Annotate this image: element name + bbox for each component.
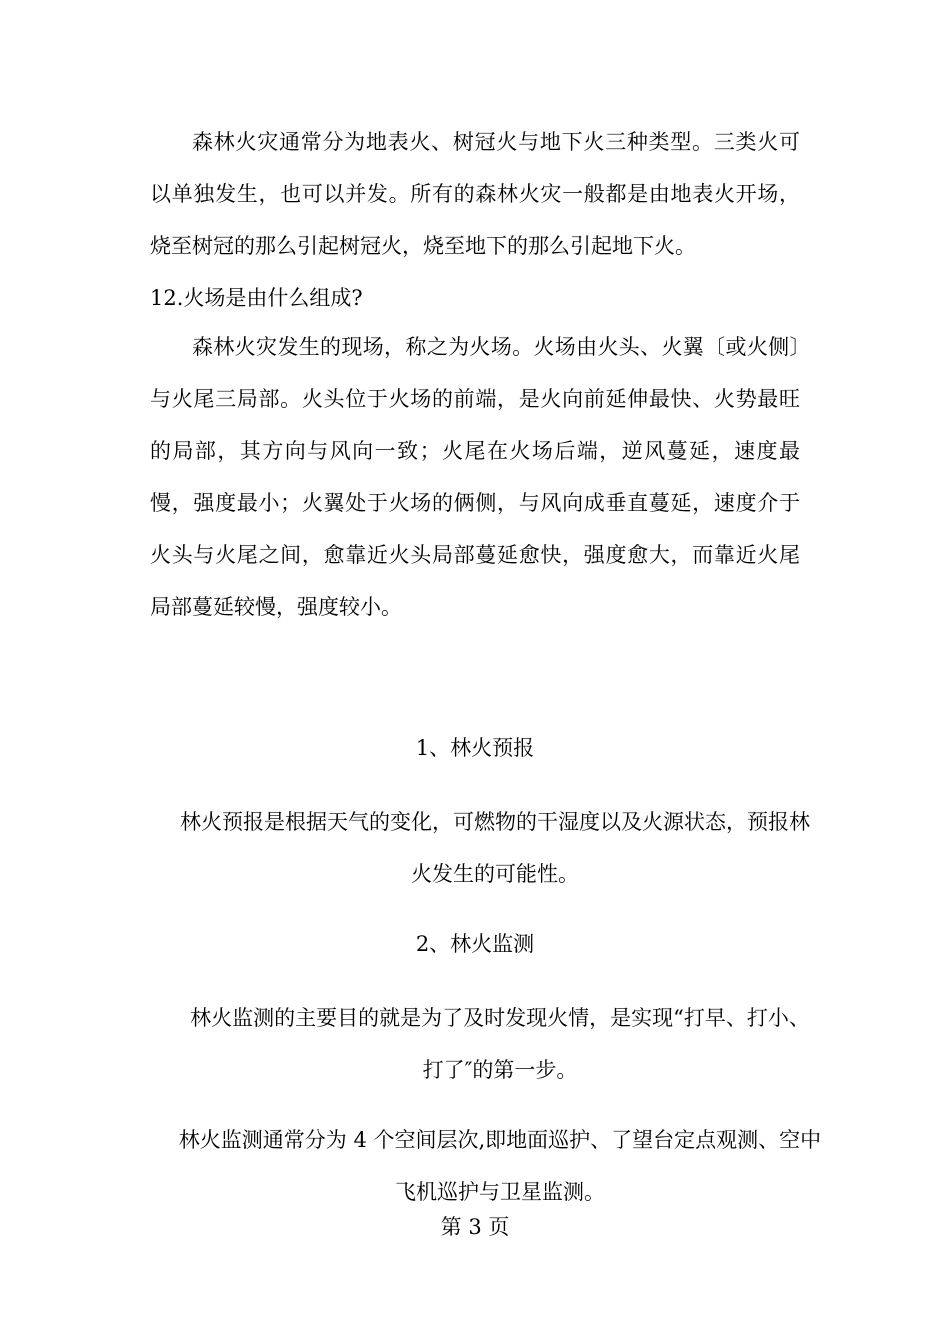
paragraph-fire-types: 森林火灾通常分为地表火、树冠火与地下火三种类型。三类火可以单独发生，也可以并发。所有的森林火灾一般都是由地表火开场，烧至树冠的那么引起树冠火，烧至地下的那么引起地下火。 xyxy=(150,130,800,258)
paragraph-monitoring-purpose: 林火监测的主要目的就是为了及时发现火情，是实现“打早、打小、打了″的第一步。 xyxy=(190,1006,810,1082)
paragraph-forecast: 林火预报是根据天气的变化，可燃物的干湿度以及火源状态，预报林火发生的可能性。 xyxy=(180,810,810,886)
section-title-monitoring: 2、林火监测 xyxy=(415,932,535,956)
paragraph-fire-site: 森林火灾发生的现场，称之为火场。火场由火头、火翼〔或火侧〕与火尾三局部。火头位于火场的前端，是火向前延伸最快、火势最旺的局部，其方向与风向一致；火尾在火场后端，逆风蔓延，速度最慢，强度最小；火翼处于火场的俩侧，与风向成垂直蔓延，速度介于火头与火尾之间，愈靠近火头局部蔓延愈快，强度愈大，而靠近火尾局部蔓延较慢，强度较小。 xyxy=(150,335,800,619)
page-number: 第 3 页 xyxy=(440,1215,510,1239)
paragraph-monitoring-levels: 林火监测通常分为 4 个空间层次,即地面巡护、了望台定点观测、空中飞机巡护与卫星监测。 xyxy=(178,1128,822,1204)
question-heading: 12.火场是由什么组成? xyxy=(150,286,363,310)
section-title-forecast: 1、林火预报 xyxy=(415,736,535,760)
